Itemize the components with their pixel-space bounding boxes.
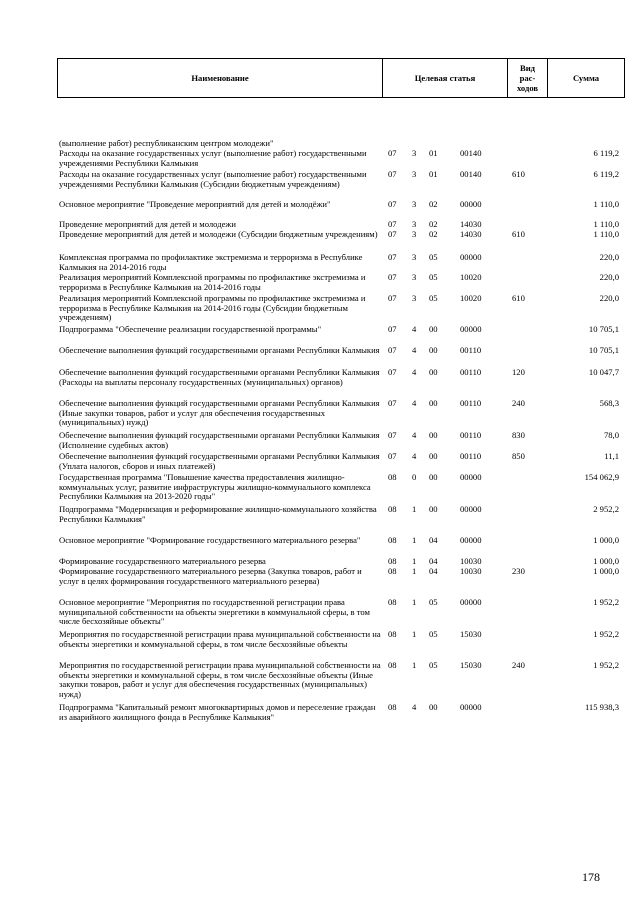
row-code-subprogram: 1 (412, 504, 417, 514)
row-expense-type: 240 (512, 660, 525, 670)
row-code-event: 00 (429, 367, 438, 377)
row-code-subprogram: 4 (412, 398, 417, 408)
row-code-program: 07 (388, 272, 397, 282)
row-name: (выполнение работ) республиканским центром молодежи" (59, 138, 274, 148)
row-code-program: 07 (388, 169, 397, 179)
row-code-program: 07 (388, 324, 397, 334)
row-code-program: 07 (388, 148, 397, 158)
row-code-event: 00 (429, 398, 438, 408)
row-name: Реализация мероприятий Комплексной программы по профилактике экстремизма и терроризма в Республике Калмыкия на 2014-2016 годы (59, 272, 366, 292)
header-target-article: Целевая статья (382, 59, 507, 97)
row-expense-type: 120 (512, 367, 525, 377)
header-name: Наименование (191, 73, 249, 83)
row-code-direction: 00110 (460, 451, 482, 461)
row-code-direction: 00000 (460, 252, 482, 262)
row-code-subprogram: 3 (412, 148, 417, 158)
row-sum: 1 952,2 (593, 660, 619, 670)
row-code-program: 07 (388, 229, 397, 239)
row-code-subprogram: 3 (412, 169, 417, 179)
page-number: 178 (582, 870, 600, 884)
row-name: Мероприятия по государственной регистрации права муниципальной собственности на объекты энергетики и коммунальной сферы, в том числе бесхозяйные объекты (59, 629, 381, 649)
row-sum: 2 952,2 (593, 504, 619, 514)
row-sum: 1 000,0 (593, 535, 619, 545)
row-code-event: 05 (429, 252, 438, 262)
budget-table (57, 58, 625, 722)
row-code-subprogram: 4 (412, 702, 417, 712)
row-code-program: 08 (388, 566, 397, 576)
row-name: Подпрограмма "Обеспечение реализации государственной программы" (59, 324, 322, 334)
row-code-subprogram: 1 (412, 556, 417, 566)
row-code-direction: 00000 (460, 702, 482, 712)
row-sum: 1 000,0 (593, 566, 619, 576)
row-name: Государственная программа "Повышение качества предоставления жилищно-коммунальных услуг, развитие инфраструктуры жилищно-коммунального комплекса Республики Калмыкия на 2013-2020 годы" (59, 472, 371, 502)
row-name: Комплексная программа по профилактике экстремизма и терроризма в Республике Калмыкия на 2014-2016 годы (59, 252, 363, 272)
row-expense-type: 610 (512, 229, 525, 239)
row-sum: 1 110,0 (593, 219, 619, 229)
row-code-program: 07 (388, 345, 397, 355)
row-sum: 6 119,2 (593, 148, 619, 158)
row-expense-type: 850 (512, 451, 525, 461)
row-code-event: 05 (429, 629, 438, 639)
row-code-subprogram: 4 (412, 345, 417, 355)
row-code-direction: 00000 (460, 472, 482, 482)
row-code-direction: 00000 (460, 597, 482, 607)
row-name: Расходы на оказание государственных услуг (выполнение работ) государственными учреждениями Республики Калмыкия (Субсидии бюджетным учреждениям) (59, 169, 367, 189)
table-header (57, 58, 625, 98)
row-code-direction: 10020 (460, 293, 482, 303)
row-name: Подпрограмма "Капитальный ремонт многоквартирных домов и переселение граждан из аварийного жилищного фонда в Республике Калмыкия" (59, 702, 376, 722)
row-code-program: 07 (388, 451, 397, 461)
row-code-event: 02 (429, 199, 438, 209)
row-code-subprogram: 3 (412, 293, 417, 303)
row-code-program: 07 (388, 367, 397, 377)
row-code-program: 08 (388, 556, 397, 566)
row-code-event: 04 (429, 556, 438, 566)
row-sum: 154 062,9 (584, 472, 619, 482)
row-code-direction: 00110 (460, 398, 482, 408)
row-sum: 1 952,2 (593, 597, 619, 607)
row-code-event: 04 (429, 566, 438, 576)
row-name: Мероприятия по государственной регистрации права муниципальной собственности на объекты энергетики и коммунальной сферы, в том числе бесхозяйные объекты (Иные закупки товаров, работ и услуг для обеспечения государственных (муниципальных) нужд) (59, 660, 381, 699)
row-code-direction: 10030 (460, 566, 482, 576)
row-expense-type: 610 (512, 169, 525, 179)
row-name: Проведение мероприятий для детей и молодежи (59, 219, 236, 229)
row-expense-type: 610 (512, 293, 525, 303)
row-name: Обеспечение выполнения функций государственными органами Республики Калмыкия (Расходы на выплаты персоналу государственных (муниципальных) органов) (59, 367, 380, 387)
row-name: Проведение мероприятий для детей и молодежи (Субсидии бюджетным учреждениям) (59, 229, 378, 239)
row-code-direction: 00140 (460, 148, 482, 158)
row-name: Обеспечение выполнения функций государственными органами Республики Калмыкия (59, 345, 380, 355)
row-code-subprogram: 3 (412, 219, 417, 229)
row-name: Основное мероприятие "Мероприятия по государственной регистрации права муниципальной собственности на объекты энергетики в коммунальной сферы, в том числе бесхозяйные объекты" (59, 597, 370, 627)
row-code-direction: 10030 (460, 556, 482, 566)
row-code-direction: 00000 (460, 324, 482, 334)
row-code-program: 08 (388, 660, 397, 670)
row-code-event: 01 (429, 169, 438, 179)
row-code-event: 04 (429, 535, 438, 545)
row-name: Обеспечение выполнения функций государственными органами Республики Калмыкия (Уплата налогов, сборов и иных платежей) (59, 451, 380, 471)
row-code-subprogram: 4 (412, 367, 417, 377)
row-code-subprogram: 4 (412, 324, 417, 334)
row-code-direction: 00140 (460, 169, 482, 179)
row-name: Основное мероприятие "Проведение мероприятий для детей и молодёжи" (59, 199, 331, 209)
row-code-event: 05 (429, 272, 438, 282)
row-code-program: 07 (388, 430, 397, 440)
row-sum: 10 705,1 (588, 345, 619, 355)
row-code-program: 08 (388, 472, 397, 482)
row-sum: 1 000,0 (593, 556, 619, 566)
row-code-subprogram: 1 (412, 597, 417, 607)
row-sum: 1 952,2 (593, 629, 619, 639)
header-expense-type-line-3: ходов (516, 83, 539, 93)
row-expense-type: 230 (512, 566, 525, 576)
row-code-direction: 00000 (460, 535, 482, 545)
row-sum: 10 705,1 (588, 324, 619, 334)
row-code-subprogram: 3 (412, 272, 417, 282)
row-code-event: 05 (429, 293, 438, 303)
row-code-program: 08 (388, 702, 397, 712)
row-code-direction: 14030 (460, 219, 482, 229)
row-sum: 10 047,7 (588, 367, 619, 377)
row-code-event: 00 (429, 430, 438, 440)
row-code-subprogram: 3 (412, 199, 417, 209)
row-code-subprogram: 4 (412, 430, 417, 440)
row-code-event: 00 (429, 504, 438, 514)
row-code-subprogram: 3 (412, 252, 417, 262)
row-name: Реализация мероприятий Комплексной программы по профилактике экстремизма и терроризма в Республике Калмыкия на 2014-2016 годы (Субсидии бюджетным учреждениям) (59, 293, 366, 323)
row-sum: 220,0 (599, 272, 619, 282)
row-name: Формирование государственного материального резерва (59, 556, 266, 566)
header-expense-type-line-2: рас- (519, 73, 536, 83)
row-name: Обеспечение выполнения функций государственными органами Республики Калмыкия (Иные закупки товаров, работ и услуг для обеспечения государственных (муниципальных) нужд) (59, 398, 380, 428)
row-code-event: 00 (429, 472, 438, 482)
row-code-direction: 10020 (460, 272, 482, 282)
header-expense-type (507, 59, 547, 97)
row-code-event: 02 (429, 219, 438, 229)
row-code-program: 08 (388, 629, 397, 639)
row-code-program: 07 (388, 219, 397, 229)
row-code-subprogram: 1 (412, 629, 417, 639)
row-expense-type: 240 (512, 398, 525, 408)
row-code-event: 05 (429, 660, 438, 670)
row-code-event: 02 (429, 229, 438, 239)
header-expense-type-line-1: Вид (519, 63, 536, 73)
row-code-event: 01 (429, 148, 438, 158)
row-name: Подпрограмма "Модернизация и реформирование жилищно-коммунального хозяйства Республики Калмыкия" (59, 504, 377, 524)
row-code-event: 00 (429, 345, 438, 355)
header-sum: Сумма (547, 59, 624, 97)
row-sum: 220,0 (599, 293, 619, 303)
row-code-subprogram: 3 (412, 229, 417, 239)
row-name: Основное мероприятие "Формирование государственного материального резерва" (59, 535, 361, 545)
row-code-subprogram: 4 (412, 451, 417, 461)
row-sum: 78,0 (603, 430, 619, 440)
row-code-event: 00 (429, 451, 438, 461)
row-sum: 568,3 (599, 398, 619, 408)
row-code-event: 05 (429, 597, 438, 607)
row-code-subprogram: 1 (412, 535, 417, 545)
row-sum: 6 119,2 (593, 169, 619, 179)
row-code-event: 00 (429, 324, 438, 334)
row-name: Формирование государственного материального резерва (Закупка товаров, работ и услуг в целях формирования государственного материального резерва) (59, 566, 362, 586)
row-code-subprogram: 1 (412, 566, 417, 576)
row-code-program: 08 (388, 504, 397, 514)
row-code-program: 07 (388, 252, 397, 262)
row-code-direction: 00110 (460, 367, 482, 377)
row-sum: 1 110,0 (593, 229, 619, 239)
row-sum: 115 938,3 (584, 702, 619, 712)
row-code-direction: 15030 (460, 629, 482, 639)
row-code-program: 07 (388, 199, 397, 209)
row-code-program: 07 (388, 293, 397, 303)
row-code-program: 08 (388, 535, 397, 545)
row-code-program: 08 (388, 597, 397, 607)
row-name: Обеспечение выполнения функций государственными органами Республики Калмыкия (Исполнение судебных актов) (59, 430, 380, 450)
row-expense-type: 830 (512, 430, 525, 440)
row-sum: 1 110,0 (593, 199, 619, 209)
row-code-direction: 00110 (460, 345, 482, 355)
row-code-program: 07 (388, 398, 397, 408)
row-code-direction: 14030 (460, 229, 482, 239)
row-name: Расходы на оказание государственных услуг (выполнение работ) государственными учреждениями Республики Калмыкия (59, 148, 367, 168)
row-code-subprogram: 1 (412, 660, 417, 670)
row-code-direction: 00110 (460, 430, 482, 440)
row-code-subprogram: 0 (412, 472, 417, 482)
row-code-direction: 15030 (460, 660, 482, 670)
row-code-event: 00 (429, 702, 438, 712)
row-sum: 11,1 (604, 451, 619, 461)
row-code-direction: 00000 (460, 504, 482, 514)
row-code-direction: 00000 (460, 199, 482, 209)
row-sum: 220,0 (599, 252, 619, 262)
